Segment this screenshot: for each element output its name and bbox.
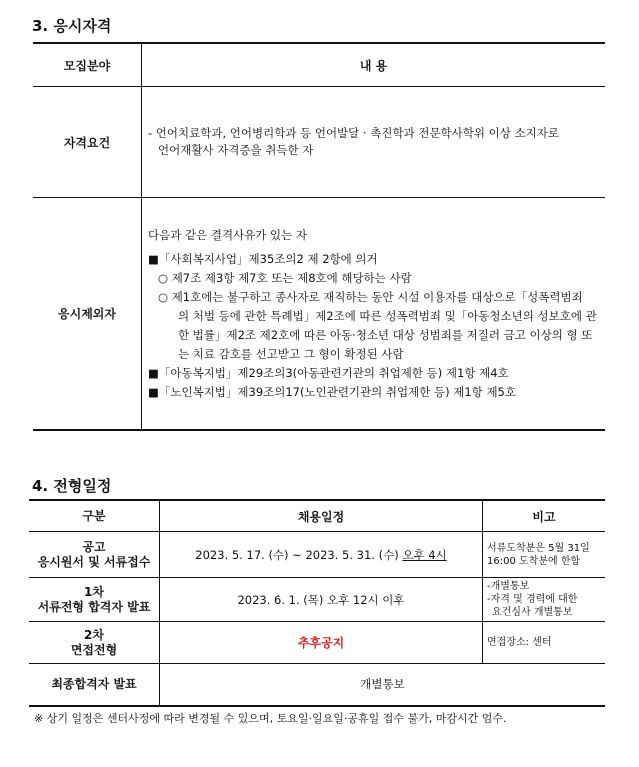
row1-schedule-deadline: 오후 4시 xyxy=(402,547,447,562)
row2-cat1: 1차 xyxy=(84,584,104,599)
schedule-header-row xyxy=(29,500,605,532)
table-row xyxy=(29,532,605,578)
row1-remark1: 서류도착분은 5월 31일 xyxy=(487,542,590,554)
exclusion-item1: ■「사회복지사업」제35조의2 제 2항에 의거 xyxy=(148,251,378,266)
qualification-label: 자격요건 xyxy=(33,87,142,198)
exclusion-label: 응시제외자 xyxy=(33,198,142,431)
qualification-line2: 언어재활사 자격증을 취득한 자 xyxy=(158,143,314,157)
row3-cat1: 2차 xyxy=(84,627,104,642)
row2-remark3: 요건심사 개별통보 xyxy=(492,607,573,618)
row1-cat1: 공고 xyxy=(82,539,106,554)
table-row xyxy=(29,622,605,664)
exclusion-sub1: ○ 제7조 제3항 제7호 또는 제8호에 해당하는 사람 xyxy=(158,270,412,285)
header-category: 구분 xyxy=(29,500,160,532)
header-field: 모집분야 xyxy=(33,43,142,87)
row4-cat: 최종합격자 발표 xyxy=(29,664,160,706)
row3-schedule: 추후공지 xyxy=(160,622,483,664)
exclusion-sub2-line4: 는 치료 감호를 선고받고 그 형이 확정된 사람 xyxy=(178,346,404,361)
row1-schedule: 2023. 5. 17. (수) ~ 2023. 5. 31. (수) xyxy=(195,547,403,562)
schedule-table xyxy=(29,499,605,707)
row2-schedule: 2023. 6. 1. (목) 오후 12시 이후 xyxy=(160,578,483,622)
qualification-line1: - 언어치료학과, 언어병리학과 등 언어발달 · 촉진학과 전문학사학위 이상 소지자로 xyxy=(148,126,559,140)
table-row xyxy=(29,664,605,706)
section4-title: 4. 전형일정 xyxy=(32,477,112,495)
row2-remark2: -자격 및 경력에 대한 xyxy=(487,594,578,605)
exclusion-sub2-line1: ○ 제1호에는 불구하고 종사자로 재직하는 동안 시설 이용자를 대상으로「성폭력범죄 xyxy=(158,289,583,304)
exclusion-item2: ■「아동복지법」제29조의3(아동관련기관의 취업제한 등) 제1항 제4호 xyxy=(148,365,509,380)
row1-cat2: 응시원서 및 서류접수 xyxy=(37,554,151,569)
exclusion-sub2-line2: 의 처벌 등에 관한 특례법」제2조에 따른 성폭력범죄 및「아동청소년의 성보호에 관 xyxy=(178,308,597,323)
qualification-table xyxy=(33,42,605,431)
section3-title: 3. 응시자격 xyxy=(32,17,112,35)
exclusion-sub2-line3: 한 법률」제2조 제2호에 따른 아동·청소년 대상 성범죄를 저질러 금고 이상의 형 또 xyxy=(178,327,593,342)
table-row xyxy=(33,87,605,198)
row2-remark1: -개별통보 xyxy=(487,581,530,592)
header-content: 내 용 xyxy=(142,43,606,87)
row1-remark2: 16:00 도착분에 한함 xyxy=(487,555,581,567)
exclusion-item3: ■「노인복지법」제39조의17(노인관련기관의 취업제한 등) 제1항 제5호 xyxy=(148,384,516,399)
row3-cat2: 면접전형 xyxy=(70,642,118,657)
schedule-note: ※ 상기 일정은 센터사정에 따라 변경될 수 있으며, 토요일·일요일·공휴일 접수 불가, 마감시간 엄수. xyxy=(34,712,507,725)
table-row xyxy=(33,198,605,431)
header-remark: 비고 xyxy=(483,500,606,532)
qualification-header-row xyxy=(33,43,605,87)
exclusion-intro: 다음과 같은 결격사유가 있는 자 xyxy=(148,227,308,242)
row2-cat2: 서류전형 합격자 발표 xyxy=(37,599,151,614)
header-schedule: 채용일정 xyxy=(160,500,483,532)
row3-remark: 면접장소: 센터 xyxy=(483,622,606,664)
row4-schedule: 개별통보 xyxy=(360,677,405,692)
table-row xyxy=(29,578,605,622)
